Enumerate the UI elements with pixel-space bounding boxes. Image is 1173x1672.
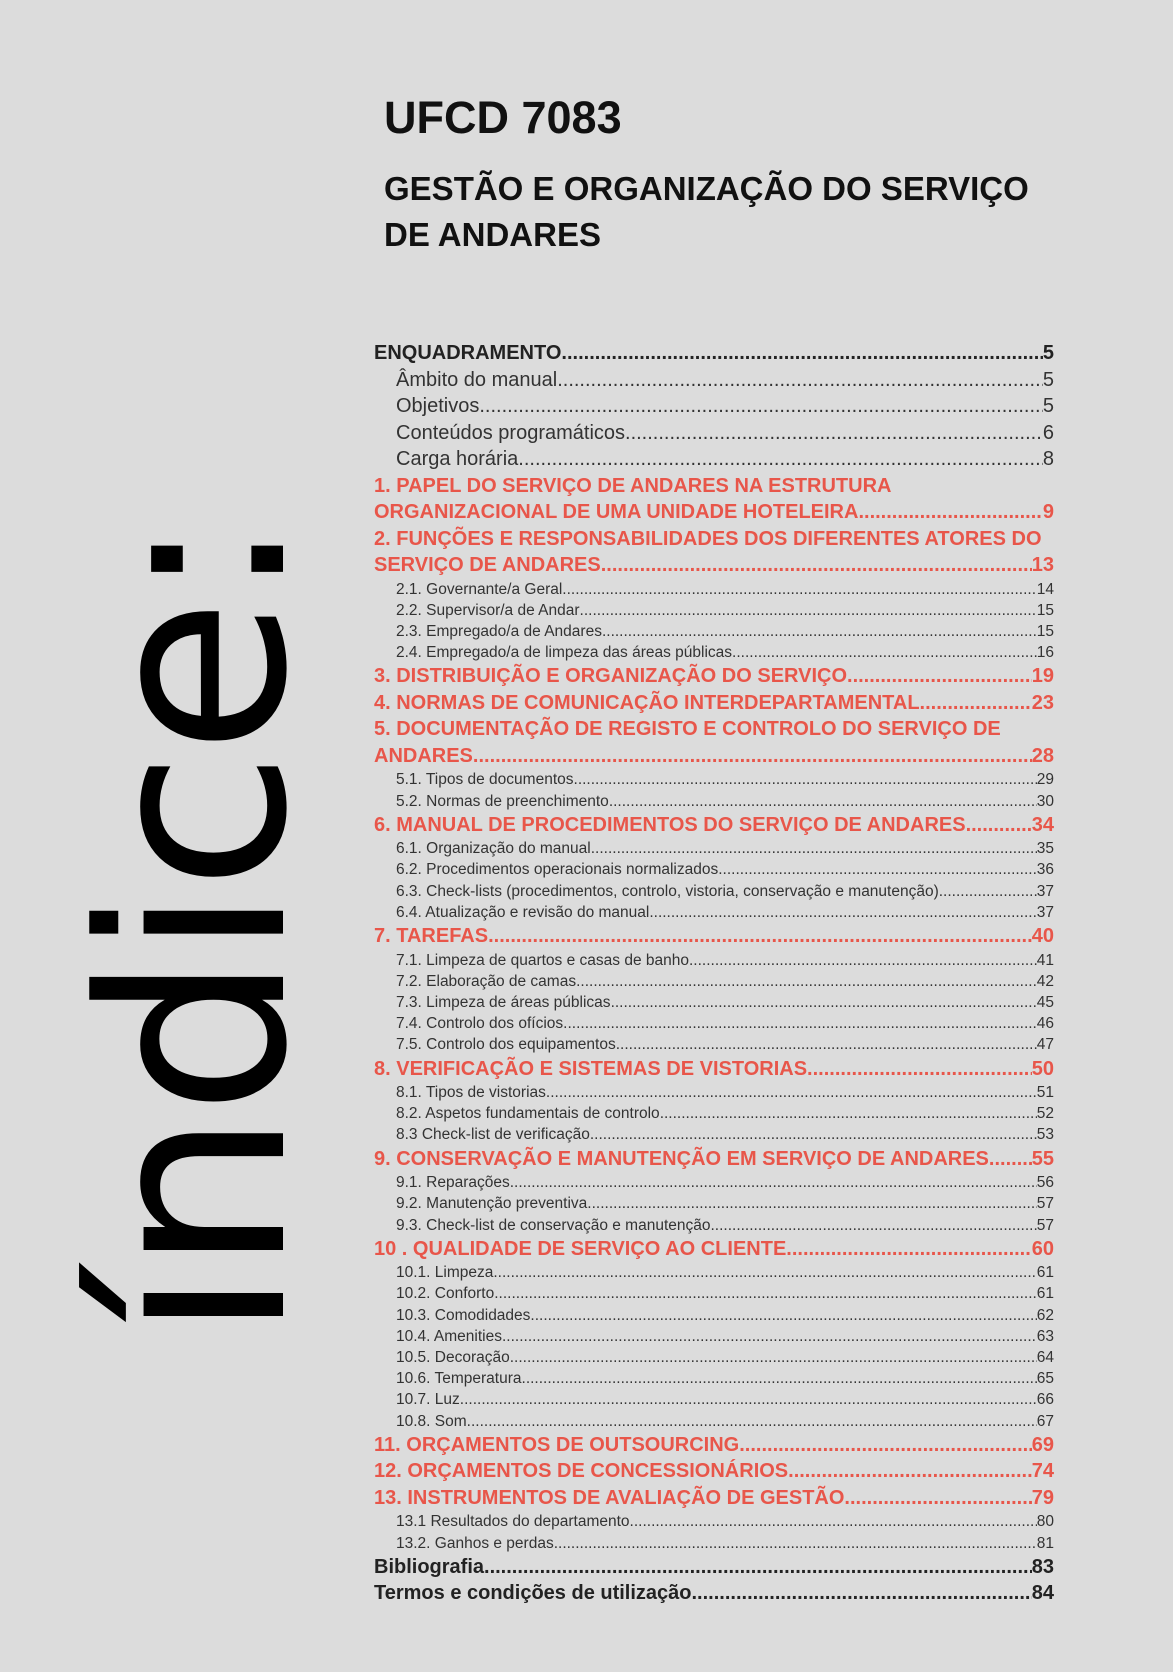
dot-leader [590, 1124, 1037, 1145]
dot-leader [788, 1458, 1032, 1485]
toc-chapter-entry[interactable] [374, 663, 1054, 690]
toc-section-entry[interactable] [374, 621, 1054, 642]
toc-chapter-entry[interactable] [374, 1432, 1054, 1459]
dot-leader [557, 367, 1043, 394]
dot-leader [844, 1485, 1031, 1512]
toc-page-number: 83 [1031, 1555, 1054, 1578]
dot-leader [732, 642, 1037, 663]
dot-leader [576, 971, 1037, 992]
dot-leader [574, 769, 1037, 790]
toc-chapter-entry[interactable] [374, 1580, 1054, 1607]
toc-section-entry[interactable] [374, 642, 1054, 663]
toc-section-entry[interactable] [374, 1326, 1054, 1347]
toc-page-number: 42 [1036, 972, 1054, 990]
toc-section-entry[interactable] [374, 1013, 1054, 1034]
toc-section-entry[interactable] [374, 1103, 1054, 1124]
toc-page-number: 28 [1031, 744, 1054, 767]
dot-leader [611, 992, 1037, 1013]
dot-leader [473, 743, 1032, 770]
toc-chapter-entry[interactable] [374, 499, 1054, 526]
dot-leader [546, 1082, 1037, 1103]
dot-leader [601, 552, 1032, 579]
toc-page-number: 52 [1036, 1105, 1054, 1123]
toc-page-number: 61 [1036, 1264, 1054, 1282]
toc-entry-title: Bibliografia [374, 1555, 485, 1578]
toc-page-number: 67 [1036, 1412, 1054, 1430]
toc-entry-title: ORGANIZACIONAL DE UMA UNIDADE HOTELEIRA [374, 501, 859, 523]
toc-chapter-entry[interactable] [374, 1554, 1054, 1581]
toc-page-number: 74 [1031, 1460, 1054, 1483]
toc-entry-title: 10.7. Luz [396, 1391, 460, 1409]
toc-chapter-entry[interactable] [374, 1146, 1054, 1173]
dot-leader [710, 1215, 1036, 1236]
dot-leader [561, 340, 1042, 367]
dot-leader [649, 902, 1036, 923]
dot-leader [510, 1347, 1037, 1368]
toc-entry-title: SERVIÇO DE ANDARES [374, 554, 601, 576]
toc-section-entry[interactable] [374, 1389, 1054, 1410]
dot-leader [587, 1193, 1036, 1214]
toc-page-number: 55 [1031, 1147, 1054, 1170]
toc-entry-title: 10.5. Decoração [396, 1349, 510, 1367]
toc-section-entry[interactable] [374, 446, 1054, 473]
toc-page-number: 81 [1036, 1534, 1054, 1552]
toc-page-number: 60 [1031, 1237, 1054, 1260]
toc-section-entry[interactable] [374, 1368, 1054, 1389]
dot-leader [786, 1236, 1031, 1263]
toc-entry-title: 7.4. Controlo dos ofícios [396, 1015, 564, 1033]
toc-entry-title: 10.2. Conforto [396, 1285, 495, 1303]
toc-section-entry[interactable] [374, 881, 1054, 902]
toc-entry-title: 5.2. Normas de preenchimento [396, 792, 609, 810]
toc-entry-title: 4. NORMAS DE COMUNICAÇÃO INTERDEPARTAMENTAL [374, 691, 920, 714]
toc-section-entry[interactable] [374, 1347, 1054, 1368]
toc-entry-title: Termos e condições de utilização [374, 1582, 692, 1605]
toc-entry-title: Carga horária [396, 448, 519, 470]
toc-page-number: 37 [1036, 882, 1054, 900]
toc-page-number: 45 [1036, 993, 1054, 1011]
toc-chapter-entry[interactable] [374, 1458, 1054, 1485]
toc-entry-title: Conteúdos programáticos [396, 421, 626, 444]
toc-entry-title: 7.5. Controlo dos equipamentos [396, 1036, 616, 1054]
toc-section-entry[interactable] [374, 992, 1054, 1013]
toc-entry-title-line: 5. DOCUMENTAÇÃO DE REGISTO E CONTROLO DO SERVIÇO DE [374, 718, 1001, 741]
toc-page-number: 29 [1036, 771, 1054, 789]
toc-entry-title: 8. VERIFICAÇÃO E SISTEMAS DE VISTORIAS [374, 1057, 808, 1080]
toc-section-entry[interactable] [374, 600, 1054, 621]
index-heading: índice: [47, 519, 344, 1340]
toc-page-number: 61 [1036, 1285, 1054, 1303]
dot-leader [692, 1580, 1032, 1607]
dot-leader [718, 859, 1037, 880]
toc-entry-title: 5.1. Tipos de documentos [396, 771, 574, 789]
dot-leader [966, 812, 1032, 839]
toc-entry-title: 10.6. Temperatura [396, 1370, 522, 1388]
dot-leader [847, 663, 1032, 690]
dot-leader [616, 1034, 1037, 1055]
toc-page-number: 15 [1036, 622, 1054, 640]
toc-page-number: 56 [1036, 1174, 1054, 1192]
toc-entry-title: 6. MANUAL DE PROCEDIMENTOS DO SERVIÇO DE ANDARES [374, 813, 966, 836]
toc-chapter-entry[interactable] [374, 340, 1054, 367]
toc-page-number: 79 [1031, 1486, 1054, 1509]
dot-leader [660, 1103, 1037, 1124]
dot-leader [689, 950, 1037, 971]
dot-leader [502, 1326, 1037, 1347]
toc-entry-title: 13.2. Ganhos e perdas [396, 1534, 554, 1552]
dot-leader [467, 1411, 1037, 1432]
toc-entry-title: 9.2. Manutenção preventiva [396, 1195, 588, 1213]
toc-page-number: 8 [1042, 448, 1054, 470]
toc-section-entry[interactable] [374, 579, 1054, 600]
dot-leader [488, 923, 1032, 950]
table-of-contents [374, 340, 1054, 1607]
toc-page-number: 16 [1036, 644, 1054, 662]
toc-section-entry[interactable] [374, 769, 1054, 790]
toc-entry-title: 7.3. Limpeza de áreas públicas [396, 993, 611, 1011]
toc-entry-title: 13.1 Resultados do departamento [396, 1513, 630, 1531]
toc-entry-title: 12. ORÇAMENTOS DE CONCESSIONÁRIOS [374, 1460, 789, 1483]
dot-leader [530, 1305, 1036, 1326]
toc-section-entry[interactable] [374, 859, 1054, 880]
toc-section-entry[interactable] [374, 902, 1054, 923]
toc-page-number: 30 [1036, 792, 1054, 810]
toc-section-entry[interactable] [374, 367, 1054, 394]
toc-chapter-entry[interactable] [374, 743, 1054, 770]
dot-leader [562, 579, 1036, 600]
dot-leader [518, 446, 1043, 473]
toc-entry-title: 11. ORÇAMENTOS DE OUTSOURCING [374, 1433, 740, 1456]
toc-chapter-entry[interactable] [374, 690, 1054, 717]
toc-page-number: 64 [1036, 1349, 1054, 1367]
toc-page-number: 9 [1042, 501, 1054, 523]
toc-entry-title: 6.3. Check-lists (procedimentos, controlo, vistoria, conservação e manutenção) [396, 882, 939, 900]
toc-section-entry[interactable] [374, 950, 1054, 971]
toc-entry-title: Objetivos [396, 395, 480, 417]
toc-section-entry[interactable] [374, 1305, 1054, 1326]
toc-entry-title: 2.3. Empregado/a de Andares [396, 622, 602, 640]
toc-page-number: 51 [1036, 1084, 1054, 1102]
dot-leader [493, 1262, 1036, 1283]
toc-page-number: 63 [1036, 1327, 1054, 1345]
toc-page-number: 80 [1036, 1513, 1054, 1531]
toc-entry-title: 10 . QUALIDADE DE SERVIÇO AO CLIENTE [374, 1237, 787, 1260]
toc-page-number: 15 [1036, 601, 1054, 619]
toc-page-number: 41 [1036, 951, 1054, 969]
toc-entry-title: 7. TAREFAS [374, 925, 489, 948]
dot-leader [494, 1283, 1037, 1304]
toc-entry-title: 10.8. Som [396, 1412, 467, 1430]
toc-entry-title: 8.2. Aspetos fundamentais de controlo [396, 1105, 660, 1123]
toc-entry-title: ANDARES [374, 744, 473, 767]
toc-page-number: 14 [1036, 580, 1054, 598]
course-title-line-1: GESTÃO E ORGANIZAÇÃO DO SERVIÇO [384, 170, 1029, 207]
dot-leader [989, 1146, 1032, 1173]
toc-page-number: 6 [1042, 421, 1054, 444]
toc-section-entry[interactable] [374, 971, 1054, 992]
toc-entry-title: 13. INSTRUMENTOS DE AVALIAÇÃO DE GESTÃO [374, 1486, 845, 1509]
dot-leader [858, 499, 1042, 526]
toc-entry-title: ENQUADRAMENTO [374, 342, 562, 364]
toc-section-entry[interactable] [374, 1511, 1054, 1532]
toc-page-number: 5 [1042, 395, 1054, 417]
toc-page-number: 37 [1036, 903, 1054, 921]
toc-chapter-entry[interactable] [374, 923, 1054, 950]
dot-leader [591, 838, 1037, 859]
toc-entry-title: 6.2. Procedimentos operacionais normalizados [396, 861, 719, 879]
toc-entry-title: 8.1. Tipos de vistorias [396, 1084, 546, 1102]
toc-section-entry[interactable] [374, 420, 1054, 447]
toc-page-number: 13 [1031, 554, 1054, 576]
toc-page-number: 66 [1036, 1391, 1054, 1409]
dot-leader [510, 1172, 1037, 1193]
toc-page-number: 36 [1036, 861, 1054, 879]
dot-leader [739, 1432, 1032, 1459]
toc-page-number: 5 [1042, 342, 1054, 364]
toc-section-entry[interactable] [374, 1215, 1054, 1236]
toc-page-number: 50 [1031, 1057, 1054, 1080]
toc-entry-title: 9.1. Reparações [396, 1174, 510, 1192]
toc-page-number: 69 [1031, 1433, 1054, 1456]
toc-entry-title: 8.3 Check-list de verificação [396, 1126, 590, 1144]
toc-chapter-entry[interactable] [374, 1236, 1054, 1263]
toc-page-number: 47 [1036, 1036, 1054, 1054]
toc-chapter-entry[interactable] [374, 1485, 1054, 1512]
toc-section-entry[interactable] [374, 1034, 1054, 1055]
dot-leader [609, 791, 1037, 812]
toc-section-entry[interactable] [374, 1262, 1054, 1283]
toc-page-number: 65 [1036, 1370, 1054, 1388]
toc-section-entry[interactable] [374, 838, 1054, 859]
toc-entry-title: 2.4. Empregado/a de limpeza das áreas públicas [396, 644, 733, 662]
toc-page-number: 57 [1036, 1195, 1054, 1213]
dot-leader [630, 1511, 1037, 1532]
toc-chapter-entry[interactable] [374, 552, 1054, 579]
toc-entry-title: 7.1. Limpeza de quartos e casas de banho [396, 951, 689, 969]
dot-leader [602, 621, 1037, 642]
toc-entry-title: 10.3. Comodidades [396, 1306, 531, 1324]
toc-page-number: 53 [1036, 1126, 1054, 1144]
toc-entry-title: 10.1. Limpeza [396, 1264, 494, 1282]
toc-page-number: 23 [1031, 691, 1054, 714]
dot-leader [625, 420, 1043, 447]
toc-chapter-entry[interactable] [374, 1056, 1054, 1083]
toc-page-number: 84 [1031, 1582, 1054, 1605]
dot-leader [484, 1554, 1032, 1581]
toc-chapter-entry[interactable] [374, 812, 1054, 839]
toc-entry-title: 2.1. Governante/a Geral [396, 580, 563, 598]
toc-entry-title: 10.4. Amenities [396, 1327, 502, 1345]
toc-entry-title: 3. DISTRIBUIÇÃO E ORGANIZAÇÃO DO SERVIÇO [374, 665, 848, 688]
toc-page-number: 57 [1036, 1216, 1054, 1234]
dot-leader [807, 1056, 1032, 1083]
dot-leader [522, 1368, 1037, 1389]
dot-leader [554, 1533, 1037, 1554]
course-title [384, 166, 1084, 258]
toc-page-number: 34 [1031, 813, 1054, 836]
dot-leader [580, 600, 1037, 621]
toc-entry-title-line: 2. FUNÇÕES E RESPONSABILIDADES DOS DIFERENTES ATORES DO [374, 527, 1042, 550]
toc-section-entry[interactable] [374, 791, 1054, 812]
toc-entry-title: 6.1. Organização do manual [396, 840, 591, 858]
toc-entry-title: Âmbito do manual [396, 368, 558, 391]
toc-section-entry[interactable] [374, 1411, 1054, 1432]
course-title-line-2: DE ANDARES [384, 216, 601, 253]
toc-entry-title: 2.2. Supervisor/a de Andar [396, 601, 580, 619]
dot-leader [920, 690, 1032, 717]
document-header [384, 92, 1084, 258]
toc-page-number: 46 [1036, 1015, 1054, 1033]
toc-entry-title-line: 1. PAPEL DO SERVIÇO DE ANDARES NA ESTRUTURA [374, 474, 892, 497]
toc-entry-title: 9. CONSERVAÇÃO E MANUTENÇÃO EM SERVIÇO DE ANDARES [374, 1147, 989, 1170]
toc-page-number: 19 [1031, 665, 1054, 688]
toc-page-number: 62 [1036, 1306, 1054, 1324]
toc-entry-title: 6.4. Atualização e revisão do manual [396, 903, 650, 921]
toc-section-entry[interactable] [374, 1124, 1054, 1145]
toc-section-entry[interactable] [374, 1172, 1054, 1193]
course-code: UFCD 7083 [384, 92, 622, 143]
dot-leader [939, 881, 1037, 902]
dot-leader [479, 393, 1043, 420]
toc-page-number: 40 [1031, 925, 1054, 948]
toc-entry-title: 7.2. Elaboração de camas [396, 972, 577, 990]
toc-page-number: 5 [1042, 368, 1054, 391]
toc-section-entry[interactable] [374, 393, 1054, 420]
toc-section-entry[interactable] [374, 1193, 1054, 1214]
dot-leader [563, 1013, 1037, 1034]
toc-section-entry[interactable] [374, 1533, 1054, 1554]
toc-page-number: 35 [1036, 840, 1054, 858]
toc-entry-title: 9.3. Check-list de conservação e manutenção [396, 1216, 711, 1234]
toc-section-entry[interactable] [374, 1283, 1054, 1304]
dot-leader [460, 1389, 1037, 1410]
toc-section-entry[interactable] [374, 1082, 1054, 1103]
